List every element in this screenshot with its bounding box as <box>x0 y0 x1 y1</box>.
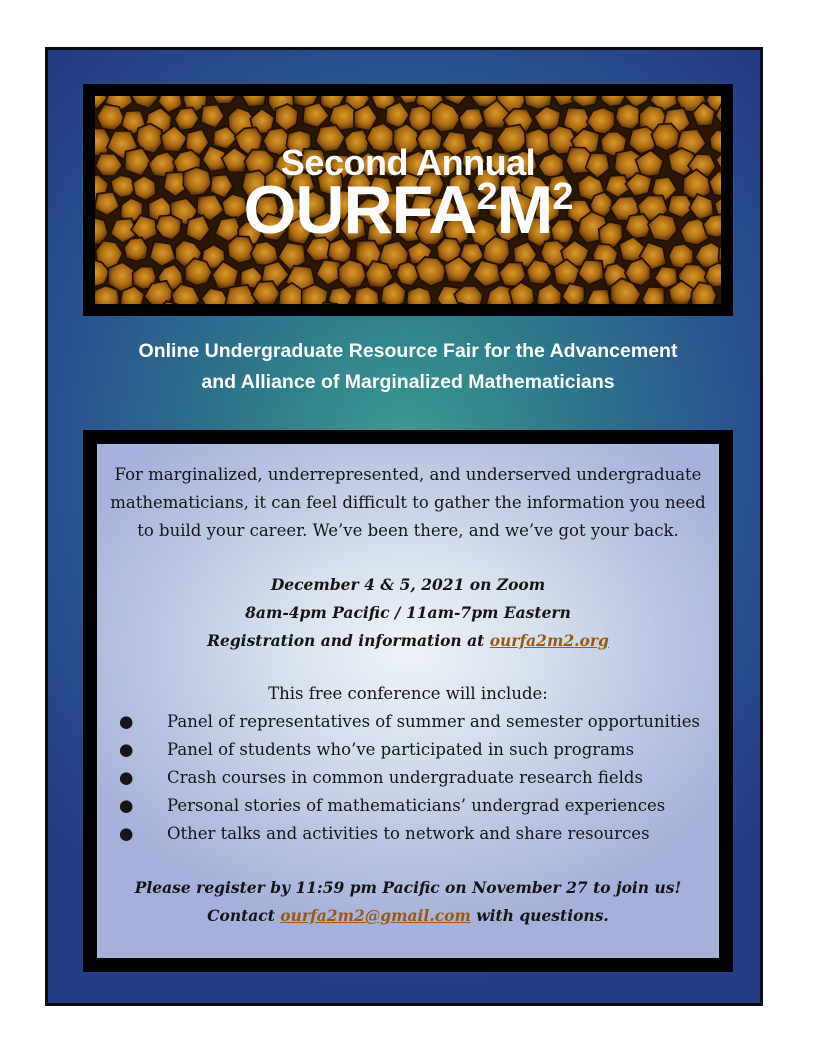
list-item-text: Personal stories of mathematicians’ undergrad experiences <box>167 796 666 815</box>
registration-text: Registration and information at <box>207 631 490 650</box>
bullet-icon: ● <box>119 768 134 787</box>
title-banner <box>83 84 733 316</box>
contact-suffix: with questions. <box>470 906 609 925</box>
contact-prefix: Contact <box>207 906 281 925</box>
intro-paragraph <box>97 444 719 545</box>
superscript-2: 2 <box>552 176 573 218</box>
intro-line: mathematicians, it can feel difficult to gather the information you need <box>110 493 706 512</box>
list-lead: This free conference will include: <box>268 684 548 703</box>
registration-link[interactable]: ourfa2m2.org <box>489 631 609 650</box>
subtitle-line-1: Online Undergraduate Resource Fair for the Advancement <box>138 340 678 362</box>
subtitle-line-2: and Alliance of Marginalized Mathematicians <box>201 371 615 393</box>
feature-list <box>97 708 719 848</box>
texture-cell <box>95 286 120 304</box>
list-item-text: Other talks and activities to network and share resources <box>167 824 650 843</box>
event-details <box>97 571 719 655</box>
banner-texture <box>95 96 721 304</box>
texture-cell <box>407 287 433 304</box>
intro-line: For marginalized, underrepresented, and underserved undergraduate <box>114 465 702 484</box>
event-date: December 4 & 5, 2021 on Zoom <box>270 575 546 594</box>
list-item-text: Panel of students who’ve participated in such programs <box>167 740 635 759</box>
banner-title: Second Annual <box>280 142 536 183</box>
list-item <box>119 708 719 736</box>
info-box <box>83 430 733 972</box>
register-deadline: Please register by 11:59 pm Pacific on November 27 to join us! <box>134 878 682 897</box>
event-time: 8am-4pm Pacific / 11am-7pm Eastern <box>245 603 571 622</box>
info-panel <box>97 444 719 958</box>
contact-email-link[interactable]: ourfa2m2@gmail.com <box>280 906 471 925</box>
superscript-1: 2 <box>476 176 497 218</box>
conference-name-part2: M <box>496 172 553 248</box>
list-item-text: Crash courses in common undergraduate research fields <box>167 768 643 787</box>
list-item <box>119 736 719 764</box>
conference-subtitle <box>83 336 733 398</box>
intro-line: to build your career. We’ve been there, and we’ve got your back. <box>137 521 679 540</box>
bullet-icon: ● <box>119 796 134 815</box>
closing-text <box>97 874 719 930</box>
texture-cell <box>338 259 366 288</box>
conference-name-part1: OURFA <box>243 172 477 248</box>
conference-name <box>95 172 721 248</box>
texture-cell <box>396 262 419 286</box>
bullet-icon: ● <box>119 740 134 759</box>
list-item <box>119 820 719 848</box>
list-item <box>119 792 719 820</box>
list-item-text: Panel of representatives of summer and semester opportunities <box>167 712 700 731</box>
bullet-icon: ● <box>119 824 134 843</box>
list-item <box>119 764 719 792</box>
bullet-icon: ● <box>119 712 134 731</box>
